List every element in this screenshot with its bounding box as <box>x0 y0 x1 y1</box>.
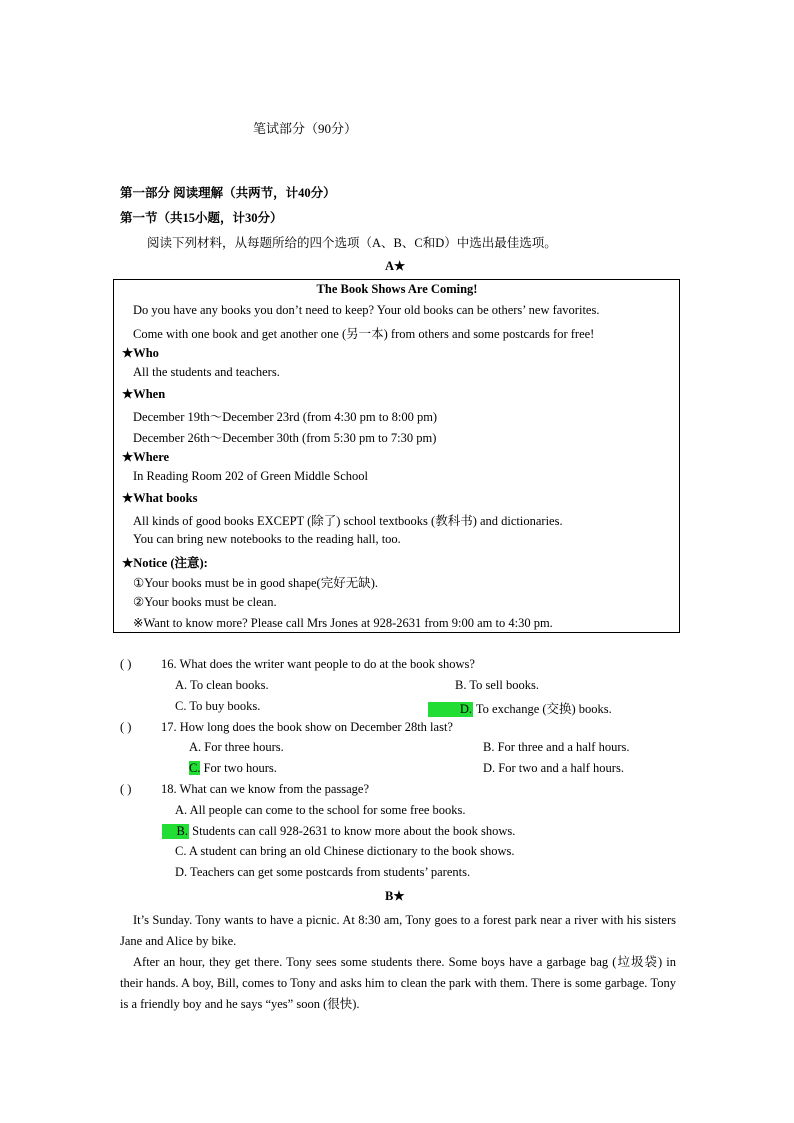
q16-answer-blank: ( ) <box>120 657 132 671</box>
q16-option-a: A. To clean books. <box>175 678 269 692</box>
q16-option-d-letter: D. <box>428 702 473 717</box>
instruction-text: 阅读下列材料，从每题所给的四个选项（A、B、C和D）中选出最佳选项。 <box>147 236 557 250</box>
passage-b-paragraph-2: After an hour, they get there. Tony sees some students there. Some boys have a garbage bag (垃圾袋) in their hands. A boy, Bill, comes to Tony and asks him to clean the park with them. There is some garbage. Tony is a friendly boy and he says “yes” soon (很快). <box>120 955 676 1011</box>
passage-b-label: B★ <box>385 889 405 903</box>
q18-option-a: A. All people can come to the school for some free books. <box>175 803 466 817</box>
subsection-heading: 第一节（共15小题，计30分） <box>120 211 283 225</box>
q17-stem: 17. How long does the book show on December 28th last? <box>161 720 453 734</box>
part-heading: 第一部分 阅读理解（共两节，计40分） <box>120 186 336 200</box>
passage-a-title: The Book Shows Are Coming! <box>316 282 478 296</box>
q16-stem: 16. What does the writer want people to do at the book shows? <box>161 657 475 671</box>
q17-option-c-text: For two hours. <box>203 761 277 775</box>
q18-answer-blank: ( ) <box>120 782 132 796</box>
q17-option-c-letter: C. <box>189 761 201 775</box>
q16-option-d-text: To exchange (交换) books. <box>475 702 612 716</box>
q16-option-b: B. To sell books. <box>455 678 539 692</box>
when-line-2: December 26th～December 30th (from 5:30 pm to 7:30 pm) <box>133 431 437 445</box>
q16-option-c: C. To buy books. <box>175 699 261 713</box>
passage-a-label: A★ <box>385 259 406 273</box>
q18-stem: 18. What can we know from the passage? <box>161 782 370 796</box>
who-heading: ★Who <box>122 346 159 360</box>
when-heading: ★When <box>122 387 166 401</box>
intro-line-1: Do you have any books you don’t need to keep? Your old books can be others’ new favorites. <box>133 303 600 317</box>
where-text: In Reading Room 202 of Green Middle School <box>133 469 369 483</box>
q17-option-a: A. For three hours. <box>189 740 284 754</box>
notice-line-2: ②Your books must be clean. <box>133 595 277 609</box>
notice-line-3: ※Want to know more? Please call Mrs Jones at 928-2631 from 9:00 am to 4:30 pm. <box>133 616 553 630</box>
q18-option-b-letter: B. <box>162 824 189 839</box>
q17-option-c <box>189 761 277 776</box>
what-heading: ★What books <box>122 491 198 505</box>
q17-option-d: D. For two and a half hours. <box>483 761 624 775</box>
intro-line-2: Come with one book and get another one (另一本) from others and some postcards for free! <box>133 327 595 341</box>
what-line-1: All kinds of good books EXCEPT (除了) school textbooks (教科书) and dictionaries. <box>133 514 563 528</box>
q18-option-b <box>162 824 515 839</box>
notice-heading: ★Notice (注意): <box>122 556 208 570</box>
q18-option-b-text: Students can call 928-2631 to know more about the book shows. <box>192 824 516 838</box>
when-line-1: December 19th～December 23rd (from 4:30 pm to 8:00 pm) <box>133 410 438 424</box>
q18-option-c: C. A student can bring an old Chinese dictionary to the book shows. <box>175 844 515 858</box>
q16-option-d <box>428 699 612 717</box>
q17-option-b: B. For three and a half hours. <box>483 740 630 754</box>
q17-answer-blank: ( ) <box>120 720 132 734</box>
what-line-2: You can bring new notebooks to the reading hall, too. <box>133 532 401 546</box>
page-title: 笔试部分（90分） <box>253 121 358 136</box>
where-heading: ★Where <box>122 450 170 464</box>
passage-b-paragraph-1: It’s Sunday. Tony wants to have a picnic. At 8:30 am, Tony goes to a forest park near a river with his sisters Jane and Alice by bike. <box>120 913 676 948</box>
notice-line-1: ①Your books must be in good shape(完好无缺). <box>133 576 379 590</box>
who-text: All the students and teachers. <box>133 365 280 379</box>
q18-option-d: D. Teachers can get some postcards from students’ parents. <box>175 865 471 879</box>
